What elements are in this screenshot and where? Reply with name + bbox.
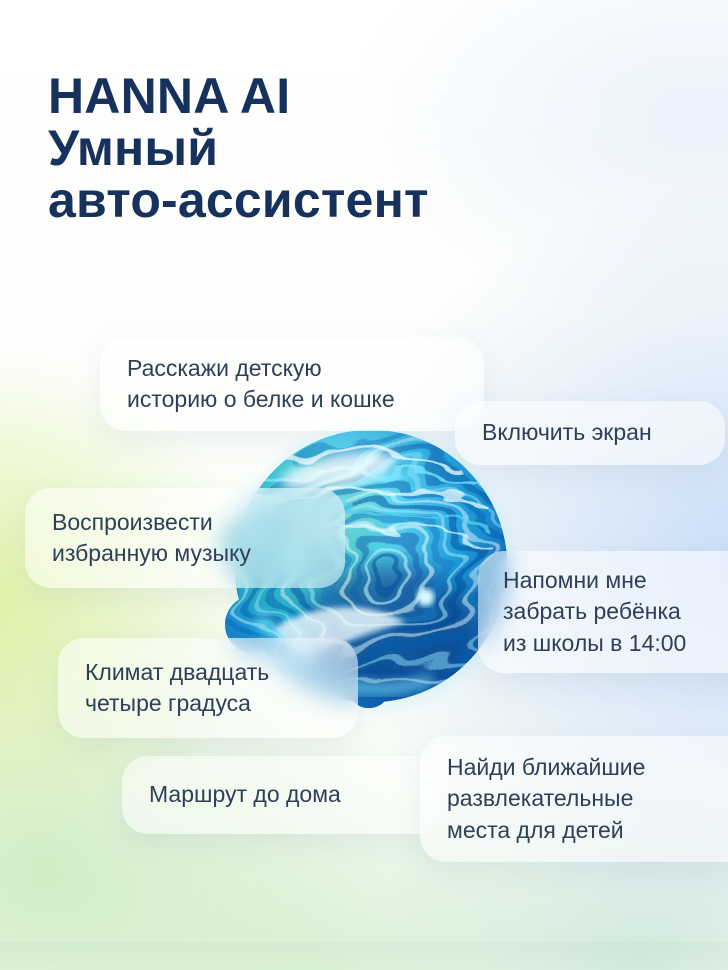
voice-command-bubble-screen [455,401,725,465]
voice-command-bubble-story [100,337,484,431]
voice-command-text: Климат двадцать четыре градуса [85,658,270,716]
bottom-fade-divider [0,942,728,970]
subtitle-line-1: Умный [48,120,219,176]
brand-title: HANNA AI [48,68,291,124]
voice-command-text: Маршрут до дома [149,781,341,808]
voice-command-text: Расскажи детскую историю о белке и кошке [127,354,395,412]
voice-command-bubble-music [25,488,345,588]
voice-command-bubble-reminder [478,551,728,673]
voice-command-text: Включить экран [482,419,652,446]
voice-command-text: Воспроизвести избранную музыку [52,508,251,566]
voice-command-bubble-route [122,756,444,834]
title-block [48,70,429,226]
voice-command-text: Найди ближайшие развлекательные места для детей [447,753,646,843]
voice-command-bubble-climate [58,638,358,738]
subtitle-line-2: авто-ассистент [48,172,429,228]
voice-command-bubble-places [420,736,728,862]
voice-command-text: Напомни мне забрать ребёнка из школы в 14:00 [503,566,687,656]
